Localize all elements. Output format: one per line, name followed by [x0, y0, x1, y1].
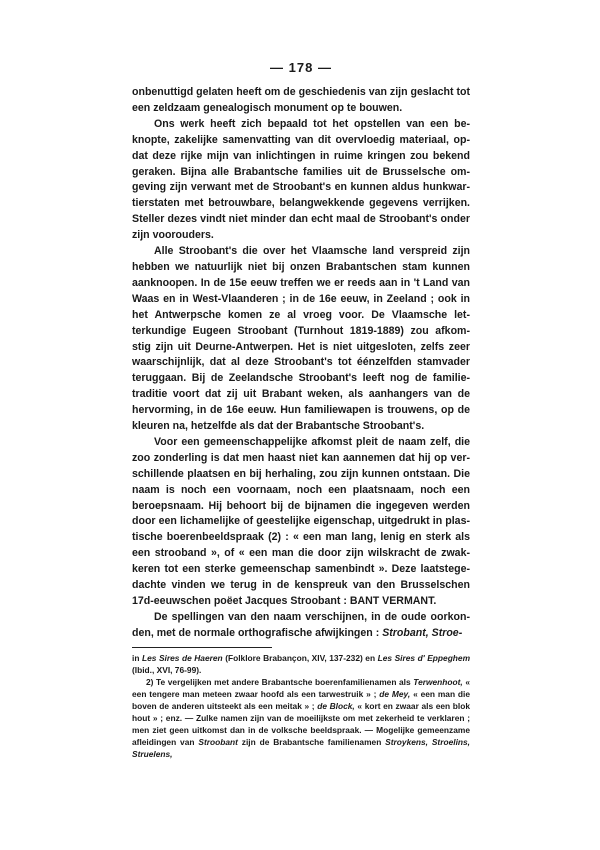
italic-title: Les Sires de Haeren [141, 652, 223, 663]
text-line: hebben we natuurlijk niet bij onzen Brabantschen stam kunnen [132, 260, 470, 273]
text-line: traditie voort dat zij uit Brabant weken, als aanhangers van de [132, 388, 470, 401]
paragraph-5 [132, 610, 470, 642]
text-line: dat deze rijke mijn van inlichtingen in ruime kringen zou bekend [132, 149, 470, 162]
footnote-divider [132, 647, 272, 648]
text-line: Alle Stroobant's die over het Vlaamsche land verspreid zijn [154, 245, 470, 258]
text-line: tierstaten met betrouwbare, belangwekkende gegevens verrijken. [132, 197, 470, 210]
italic-title: Les Sires d' [377, 652, 425, 663]
text-line: een strooband », of « een man die door zijn wilskracht de zwak- [132, 547, 470, 560]
text-line: Voor een gemeenschappelijke afkomst pleit de naam zelf, die [154, 435, 470, 448]
italic-name: Stroykens, Stroelins, Struelens, [132, 737, 471, 760]
text-line: teruggaan. Bij de Zeelandsche Stroobant's leeft nog de familie- [132, 372, 470, 385]
text-line: aanknoopen. In de 15e eeuw treffen we er reeds aan in 't Land van [132, 276, 470, 289]
text-line: tot een zeldzaam genealogisch monument op te bouwen. [132, 86, 470, 114]
italic-name: Terwenhoot, [413, 676, 463, 687]
italic-title: Eppeghem [427, 652, 471, 663]
text-line: den, met de normale orthografische afwijkingen : [132, 626, 380, 639]
italic-text: Strobant, Stroe- [382, 626, 463, 639]
paragraph-4 [132, 435, 470, 610]
text-line: hervorming, in de 16e eeuw. Hun familiewapen is trouwens, op [132, 404, 454, 417]
paragraph-1 [132, 85, 470, 117]
text-line: 17d-eeuwschen poëet Jacques Stroobant : BANT VERMANT. [132, 595, 437, 607]
paragraph-2 [132, 117, 470, 244]
text-line: De spellingen van den naam verschijnen, in de oude oorkon- [154, 610, 470, 623]
text-line: stig zijn uit Deurne-Antwerpen. Het is niet uitgesloten, zelfs zeer [132, 340, 470, 353]
italic-name: de Mey, [379, 689, 411, 699]
text-line: Steller dezes vindt niet minder dan echt maal de Stroobant's onder [132, 213, 470, 226]
text-line: knopte, zakelijke samenvatting van dit overvloedig materiaal, op- [132, 133, 470, 146]
text-line: waarschijnlijk, dat al deze Stroobant's tot éénzelfden stamvader [132, 356, 470, 369]
italic-name: Stroobant [198, 737, 238, 748]
text-line: geving zijn verwant met de Stroobant's en kunnen aldus hunkwar- [132, 181, 470, 194]
text-line: door een lichamelijke of geestelijke eigenschap, uitgedrukt in plas- [132, 515, 470, 528]
text-line: in het Antwerpsche komen ze al vroeg voor. De Vlaamsche let- [132, 292, 470, 321]
text-line: zijn voorouders. [132, 229, 214, 242]
text-line: dachte vinden we terug in de kenspreuk van den Brusselschen [132, 579, 470, 592]
footnote-1-continuation: in Les Sires de Haeren (Folklore Brabançon, XIV, 137-232) en Les Sires d' Eppeghem (Ibid., XVI, 76-99). [132, 652, 471, 675]
text-line: keren tot een sterke gemeenschap samenbindt ». Deze laatstege- [132, 563, 470, 576]
text-line: de kleuren na, hetzelfde als dat der Brabantsche Stroobant's. [132, 404, 470, 433]
text-line: zoo zonderling is dat men haast niet kan aannemen dat hij op ver- [132, 451, 470, 464]
text-line: tische boerenbeeldspraak (2) : « een man lang, lenig en sterk als [132, 531, 470, 544]
text-line: onbenuttigd gelaten heeft om de geschiedenis van zijn geslacht [132, 86, 454, 98]
page [132, 60, 470, 761]
paragraph-3 [132, 244, 470, 435]
text-line: terkundige Eugeen Stroobant (Turnhout 1819-1889) zou afkom- [132, 324, 470, 337]
footnotes [132, 652, 470, 761]
text-line: Ons werk heeft zich bepaald tot het opstellen van een be- [154, 117, 470, 130]
text-line: Die naam is noch een voornaam, noch een plaatsnaam, noch een [132, 467, 470, 496]
page-number: — 178 — [270, 60, 332, 75]
footnote-2: 2) Te vergelijken met andere Brabantsche boerenfamilienamen als Terwenhoot, « een tengere man meteen zwaar hoofd als een tarwestruik » ; de Mey, « een man die boven de anderen uitsteekt als een meitak » ; de Block, « kort en zwaar als een blok hout » ; enz. — Zulke namen zijn van de moeilijkste om met zekerheid te verklaren ; men ziet geen uitkomst dan in de volksche beeldspraak. — Mogelijke gemeenzame afleidingen van Stroobant zijn de Brabantsche familienamen Stroykens, Stroelins, Struelens, [132, 676, 471, 760]
italic-name: de Block, [317, 701, 355, 712]
text-line: schillende plaatsen en bij herhaling, zou zijn kunnen ontstaan. [132, 467, 451, 480]
body-text [132, 85, 470, 642]
text-line: geraken. Bijna alle Brabantsche families uit de Brusselsche om- [132, 165, 470, 178]
text-line: Waas en in West-Vlaanderen ; in de 16e eeuw, in Zeeland ; ook [132, 292, 457, 305]
text-line: beroepsnaam. Hij behoort bij de bijnamen die ingegeven werden [132, 499, 470, 512]
